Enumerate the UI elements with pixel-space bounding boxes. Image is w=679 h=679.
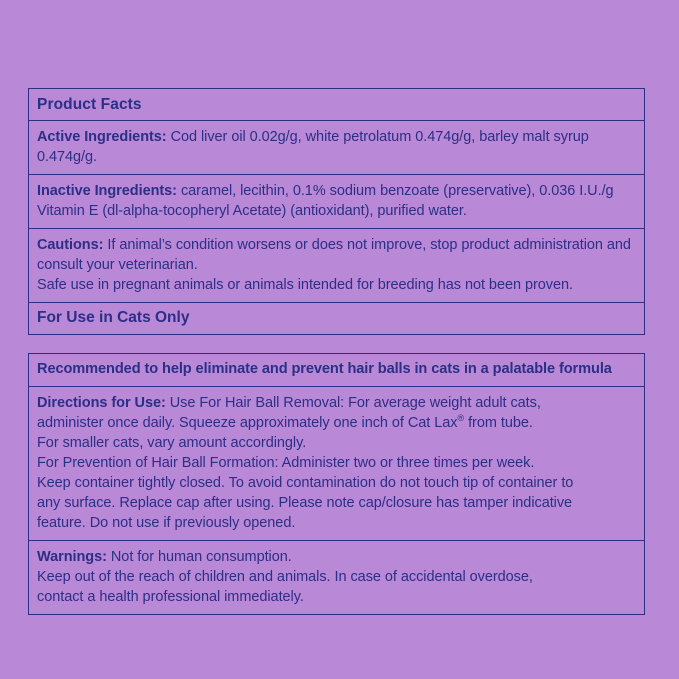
inactive-ingredients-label: Inactive Ingredients: [37,183,177,200]
for-use-text: For Use in Cats Only [37,309,190,327]
directions-line-1: Use For Hair Ball Removal: For average weight adult cats, [165,395,541,412]
warnings-text [37,547,636,607]
directions-label: Directions for Use: [37,395,166,412]
warnings-line-2: Keep out of the reach of children and animals. In case of accidental overdose, [37,569,533,586]
inactive-ingredients-row [29,175,644,229]
active-ingredients-label: Active Ingredients: [37,129,167,146]
directions-line-6: any surface. Replace cap after using. Please note cap/closure has tamper indicative [37,495,573,512]
inactive-ingredients-value: caramel, lecithin, 0.1% sodium benzoate (preservative), 0.036 I.U./g Vitamin E (dl-alpha-tocopheryl Acetate) (antioxidant), purified water. [37,183,614,220]
active-ingredients-row [29,121,644,175]
usage-panel [28,353,645,615]
active-ingredients-text [37,127,636,167]
warnings-label: Warnings: [37,549,107,566]
directions-line-5: Keep container tightly closed. To avoid contamination do not touch tip of container to [37,475,574,492]
directions-line-2 [37,413,636,433]
cautions-text [37,235,636,295]
product-facts-title-row [29,89,644,121]
cautions-line-2: Safe use in pregnant animals or animals intended for breeding has not been proven. [37,277,573,294]
usage-headline-row [29,354,644,387]
directions-line-2-main: administer once daily. Squeeze approximately one inch of Cat Lax [37,415,458,432]
inactive-ingredients-text [37,181,636,221]
cautions-line-1: If animal’s condition worsens or does not improve, stop product administration and consult your veterinarian. [37,237,631,274]
warnings-line-1: Not for human consumption. [106,549,292,566]
for-use-row [29,303,644,334]
directions-text [37,393,636,533]
product-facts-panel [28,88,645,335]
directions-line-3: For smaller cats, vary amount accordingly. [37,435,307,452]
registered-trademark-icon: ® [457,413,465,424]
page-title: Product Facts [37,96,142,113]
directions-line-4: For Prevention of Hair Ball Formation: Administer two or three times per week. [37,455,535,472]
usage-headline: Recommended to help eliminate and prevent hair balls in cats in a palatable formula [37,361,612,378]
cautions-row [29,229,644,303]
active-ingredients-value: Cod liver oil 0.02g/g, white petrolatum 0.474g/g, barley malt syrup 0.474g/g. [37,129,589,166]
cautions-label: Cautions: [37,237,104,254]
directions-line-7: feature. Do not use if previously opened. [37,515,296,532]
warnings-line-3: contact a health professional immediately. [37,589,304,606]
directions-row [29,387,644,541]
directions-line-2-end: from tube. [464,415,533,432]
warnings-row [29,541,644,614]
